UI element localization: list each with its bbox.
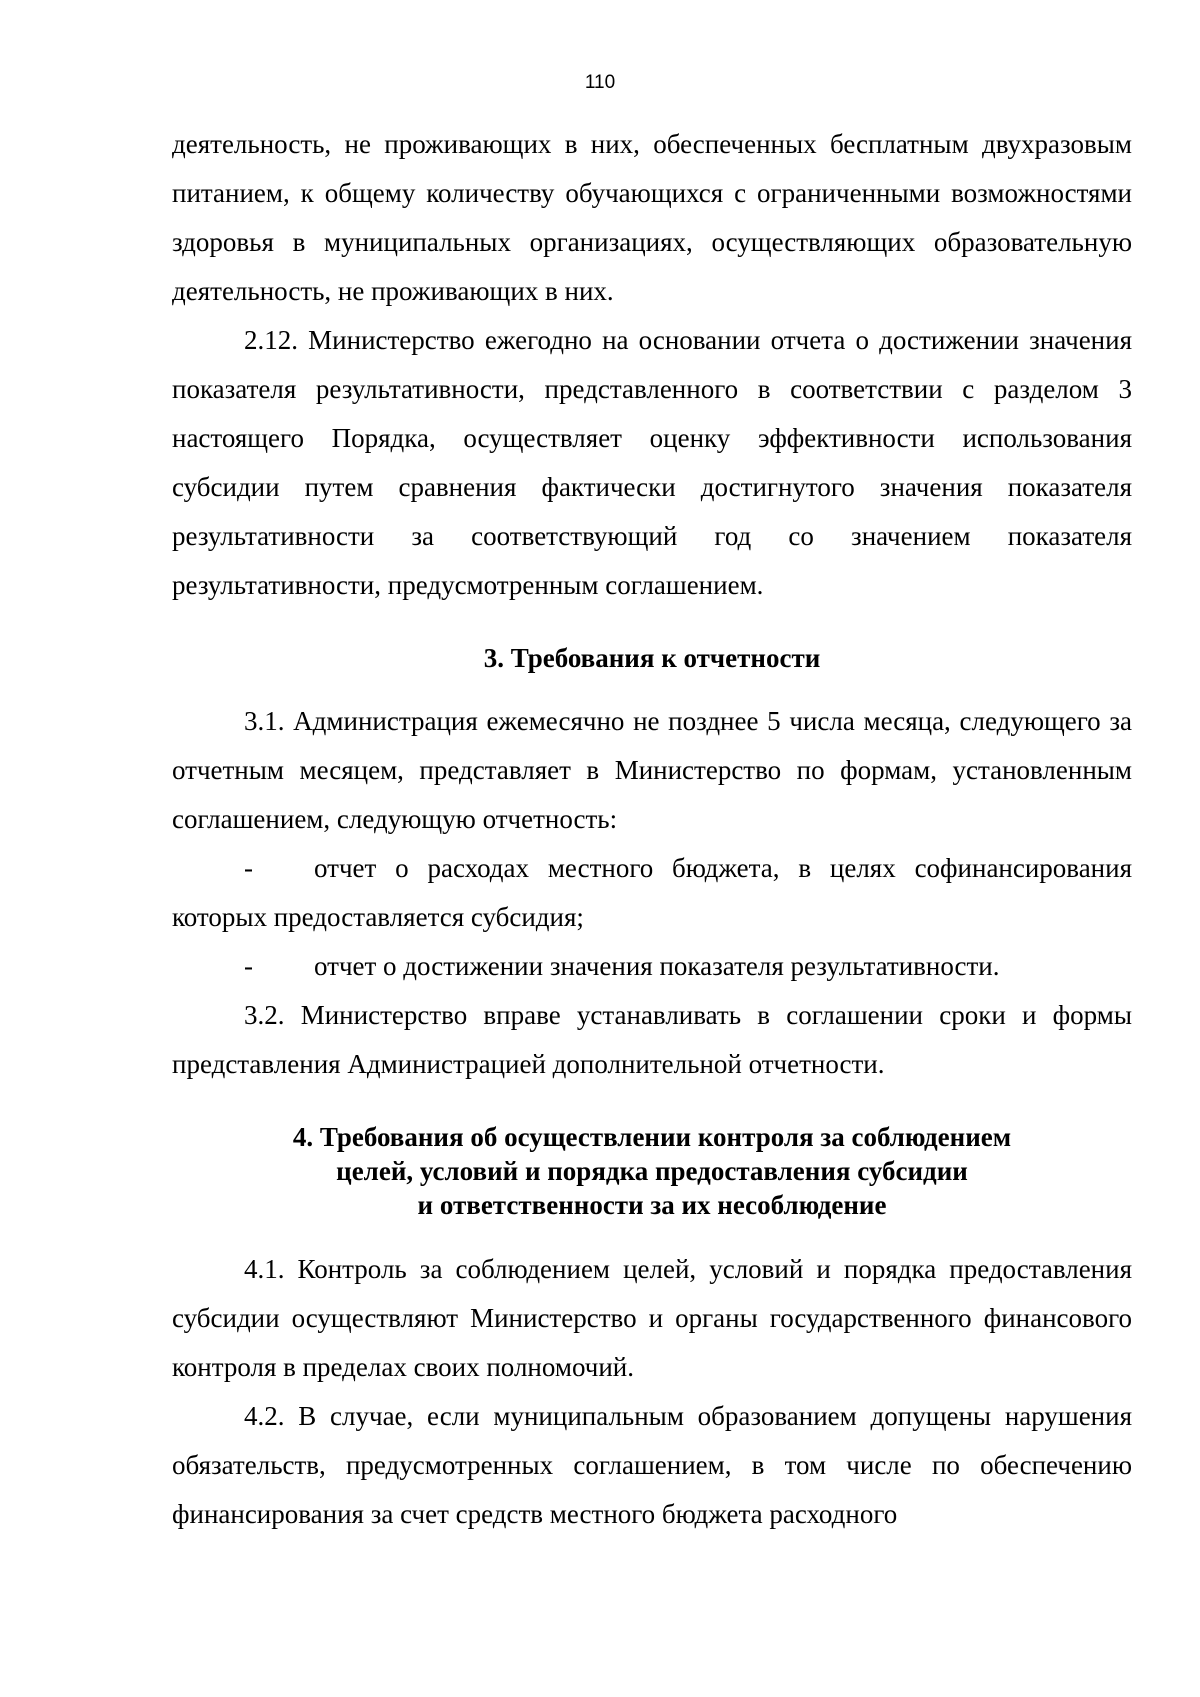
section-4-heading	[172, 1120, 1132, 1222]
section-4-heading-line: 4. Требования об осуществлении контроля за соблюдением	[292, 1122, 1012, 1152]
section-4-heading-line: и ответственности за их несоблюдение	[417, 1190, 887, 1220]
page-number: 110	[584, 72, 616, 93]
section-3-heading: 3. Требования к отчетности	[483, 643, 821, 673]
paragraph-4-1: 4.1. Контроль за соблюдением целей, условий и порядка предоставления субсидии осуществляют Министерство и органы государственного финансового контроля в пределах своих полномочий.	[172, 1254, 1132, 1382]
document-body	[172, 120, 1132, 1539]
list-dash: -	[244, 853, 253, 883]
section-4-heading-line: целей, условий и порядка предоставления субсидии	[336, 1156, 968, 1186]
list-dash: -	[244, 951, 253, 981]
list-item	[172, 942, 1132, 991]
list-item-text: отчет о достижении значения показателя результативности.	[314, 951, 1000, 981]
paragraph-2-12: 2.12. Министерство ежегодно на основании отчета о достижении значения показателя результативности, представленного в соответствии с разделом 3 настоящего Порядка, осуществляет оценку эффективности использования субсидии путем сравнения фактически достигнутого значения показателя результативности за соответствующий год со значением показателя результативности, предусмотренным соглашением.	[172, 325, 1132, 600]
paragraph-3-2: 3.2. Министерство вправе устанавливать в соглашении сроки и формы представления Администрацией дополнительной отчетности.	[172, 1000, 1132, 1079]
list-item	[172, 844, 1132, 942]
paragraph-4-2: 4.2. В случае, если муниципальным образованием допущены нарушения обязательств, предусмотренных соглашением, в том числе по обеспечению финансирования за счет средств местного бюджета расходного	[172, 1401, 1132, 1529]
paragraph-3-1: 3.1. Администрация ежемесячно не позднее 5 числа месяца, следующего за отчетным месяцем, представляет в Министерство по формам, установленным соглашением, следующую отчетность:	[172, 706, 1132, 834]
list-item-text: отчет о расходах местного бюджета, в целях софинансирования которых предоставляется субсидия;	[172, 853, 1132, 932]
paragraph-continuation: деятельность, не проживающих в них, обеспеченных бесплатным двухразовым питанием, к общему количеству обучающихся с ограниченными возможностями здоровья в муниципальных организациях, осуществляющих образовательную деятельность, не проживающих в них.	[172, 129, 1132, 306]
